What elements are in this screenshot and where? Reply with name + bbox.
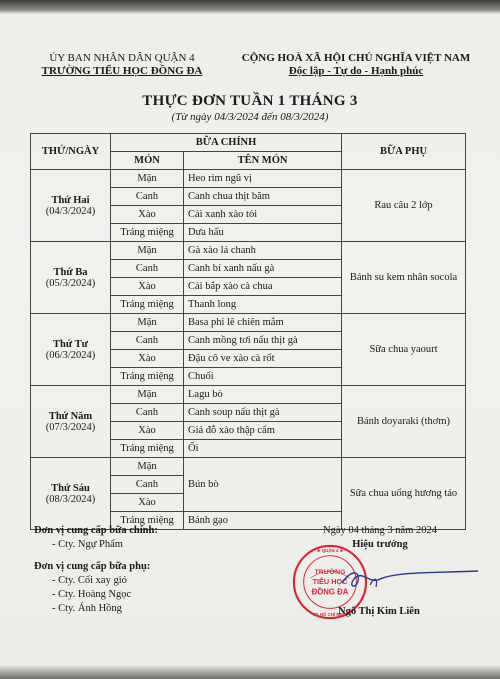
dish-name-cell: Canh chua thịt băm [184,188,342,206]
issuer-header [22,52,222,78]
issuer-line1: ỦY BAN NHÂN DÂN QUẬN 4 [49,52,195,64]
header-dish-name: TÊN MÓN [184,152,342,170]
snack-cell: Bánh doyaraki (thơm) [342,386,466,458]
dish-name-cell: Giá đỗ xào thập cẩm [184,422,342,440]
dish-name-cell: Canh bí xanh nấu gà [184,260,342,278]
dish-type-cell: Xào [111,494,184,512]
snack-cell: Rau câu 2 lớp [342,170,466,242]
table-row [31,386,466,404]
day-cell [31,242,111,314]
table-row [31,170,466,188]
table-row [31,242,466,260]
national-title: CỘNG HOÀ XÃ HỘI CHỦ NGHĨA VIỆT NAM [241,52,471,64]
dish-type-cell: Mặn [111,314,184,332]
dish-type-cell: Tráng miệng [111,368,184,386]
bottom-shadow [0,665,500,679]
dish-name-cell: Cải xanh xào tỏi [184,206,342,224]
dish-name-cell: Dưa hấu [184,224,342,242]
table-row [31,458,466,476]
snack-cell: Sữa chua uống hương táo [342,458,466,530]
svg-text:★ QUẬN 4 ★: ★ QUẬN 4 ★ [316,547,344,553]
dish-name-cell: Cải bắp xào cà chua [184,278,342,296]
day-date: (08/3/2024) [45,493,96,505]
svg-text:TP. HỒ CHÍ MINH: TP. HỒ CHÍ MINH [312,612,348,618]
dish-type-cell: Xào [111,350,184,368]
national-motto: Độc lập - Tự do - Hạnh phúc [288,65,424,77]
signer-name: Ngô Thị Kim Liên [338,606,420,617]
dish-type-cell: Xào [111,278,184,296]
top-shadow [0,0,500,14]
header-snack: BỮA PHỤ [342,134,466,170]
header-day: THỨ/NGÀY [31,134,111,170]
dish-type-cell: Mặn [111,458,184,476]
header-main-meal: BỮA CHÍNH [111,134,342,152]
day-date: (07/3/2024) [45,421,96,433]
page-subtitle: (Từ ngày 04/3/2024 đến 08/3/2024) [171,111,329,123]
dish-name-cell: Heo rim ngũ vị [184,170,342,188]
dish-name-cell: Canh soup nấu thịt gà [184,404,342,422]
sign-date: Ngày 04 tháng 3 năm 2024 [322,525,438,536]
day-name: Thứ Sáu [51,482,90,494]
handwritten-signature [340,565,480,595]
dish-name-cell: Đậu cô ve xào cà rốt [184,350,342,368]
dish-type-cell: Tráng miệng [111,296,184,314]
dish-type-cell: Mặn [111,242,184,260]
day-date: (04/3/2024) [45,205,96,217]
signer-role: Hiệu trưởng [352,539,408,550]
dish-type-cell: Tráng miệng [111,512,184,530]
day-name: Thứ Tư [53,338,88,350]
page-title: THỰC ĐƠN TUẦN 1 THÁNG 3 [142,93,358,109]
day-cell [31,314,111,386]
snack-supplier-item: - Cty. Hoàng Ngọc [52,589,132,600]
dish-type-cell: Xào [111,206,184,224]
dish-name-cell: Basa phi lê chiên mắm [184,314,342,332]
dish-type-cell: Xào [111,422,184,440]
table-header-row [31,134,466,152]
snack-supplier-label: Đơn vị cung cấp bữa phụ: [34,561,151,572]
day-cell [31,170,111,242]
issuer-line2: TRƯỜNG TIỂU HỌC ĐỒNG ĐA [41,65,203,77]
dish-name-cell: Lagu bò [184,386,342,404]
dish-type-cell: Canh [111,260,184,278]
snack-cell: Bánh su kem nhân socola [342,242,466,314]
snack-cell: Sữa chua yaourt [342,314,466,386]
day-name: Thứ Năm [48,410,93,422]
dish-name-cell: Canh mồng tơi nấu thịt gà [184,332,342,350]
dish-name-cell: Thanh long [184,296,342,314]
main-supplier-item: - Cty. Ngự Phẩm [52,539,123,550]
day-name: Thứ Hai [51,194,90,206]
dish-name-cell: Bún bò [184,458,342,512]
table-row [31,314,466,332]
main-supplier-label: Đơn vị cung cấp bữa chính: [34,525,158,536]
dish-type-cell: Mặn [111,386,184,404]
menu-table [30,133,466,530]
dish-type-cell: Mặn [111,170,184,188]
day-date: (05/3/2024) [45,277,96,289]
day-name: Thứ Ba [53,266,88,278]
dish-type-cell: Canh [111,332,184,350]
dish-name-cell: Chuối [184,368,342,386]
dish-name-cell: Ổi [184,440,342,458]
dish-type-cell: Canh [111,404,184,422]
day-date: (06/3/2024) [45,349,96,361]
dish-type-cell: Canh [111,476,184,494]
snack-supplier-item: - Cty. Ánh Hồng [52,603,122,614]
day-cell [31,458,111,530]
day-cell [31,386,111,458]
suppliers-block [34,524,158,616]
seal-text-3: ĐỒNG ĐA [311,587,349,597]
dish-type-cell: Canh [111,188,184,206]
national-header [230,52,482,78]
seal-text-2: TIỂU HỌC [312,576,348,586]
dish-type-cell: Tráng miệng [111,224,184,242]
snack-supplier-item: - Cty. Cối xay gió [52,575,127,586]
seal-text-1: TRƯỜNG [314,569,346,577]
dish-name-cell: Bánh gạo [184,512,342,530]
dish-type-cell: Tráng miệng [111,440,184,458]
header-dish-type: MÓN [111,152,184,170]
dish-name-cell: Gà xào lá chanh [184,242,342,260]
